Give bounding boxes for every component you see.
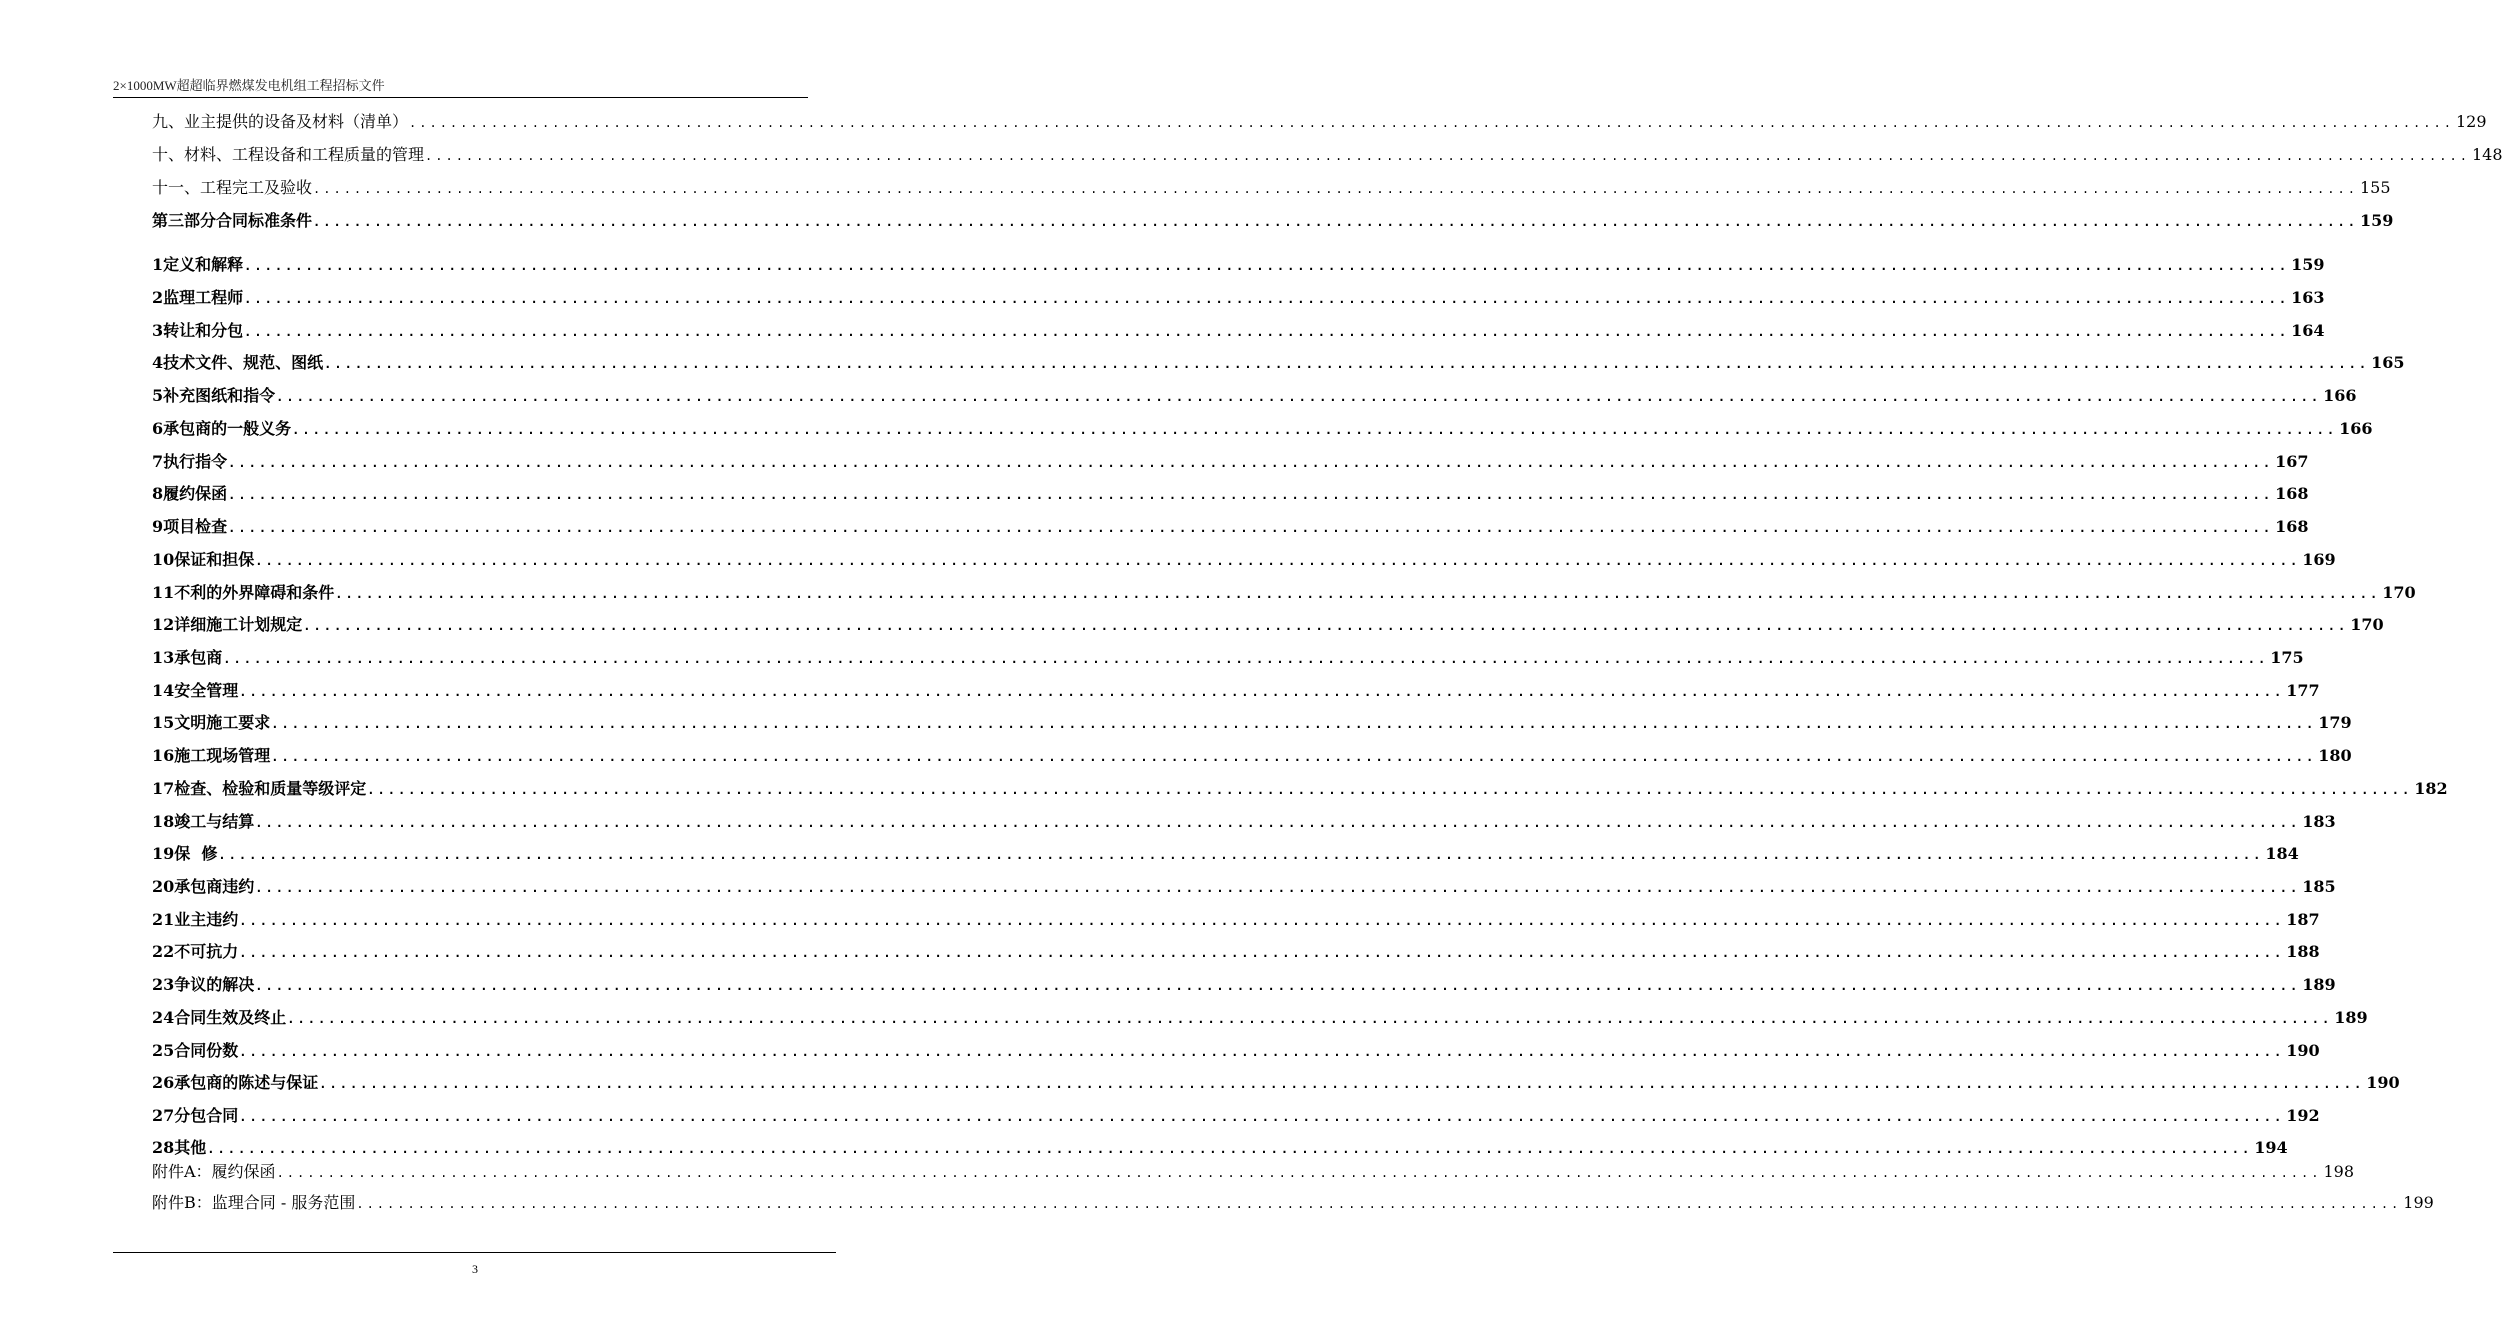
toc-entry-page: 159 — [2359, 211, 2394, 230]
toc-entry-number: 3 — [152, 321, 164, 340]
toc-entry-number: 22 — [152, 942, 175, 961]
toc-entry[interactable] — [152, 482, 2309, 506]
toc-entry-page: 182 — [2414, 779, 2448, 798]
toc-entry-title: 文明施工要求 — [174, 713, 271, 732]
toc-entry-title: 承包商违约 — [174, 877, 255, 896]
toc-entry-page: 179 — [2318, 713, 2352, 732]
toc-dot-leader: ........................................................................................................................................................................................................ — [255, 816, 2301, 830]
toc-entry-number: 25 — [152, 1041, 175, 1060]
toc-entry-number: 23 — [152, 975, 175, 994]
toc-entry-page: 183 — [2302, 812, 2336, 831]
toc-entry-page: 177 — [2286, 681, 2320, 700]
toc-entry-number: 15 — [152, 713, 175, 732]
toc-dot-leader: ........................................................................................................................................................................................................ — [207, 1142, 2253, 1156]
toc-entry-title: 业主提供的设备及材料（清单） — [184, 112, 409, 131]
toc-entry-number: 24 — [152, 1008, 175, 1027]
toc-entry-number: 9 — [152, 517, 164, 536]
toc-entry-page: 165 — [2371, 353, 2405, 372]
toc-entry[interactable] — [152, 744, 2352, 768]
toc-entry[interactable] — [152, 417, 2373, 441]
toc-entry[interactable] — [152, 613, 2384, 637]
toc-dot-leader: ........................................................................................................................................................................................................ — [409, 116, 2454, 130]
toc-entry[interactable] — [152, 450, 2309, 474]
toc-entry-title: 执行指令 — [163, 452, 228, 471]
toc-dot-leader: ........................................................................................................................................................................................................ — [335, 587, 2381, 601]
toc-entry[interactable] — [152, 1071, 2400, 1095]
toc-entry-page: 155 — [2359, 178, 2391, 197]
toc-dot-leader: ........................................................................................................................................................................................................ — [239, 914, 2285, 928]
toc-entry-title: 项目检查 — [163, 517, 228, 536]
toc-dot-leader: ........................................................................................................................................................................................................ — [218, 848, 2264, 862]
toc-entry-number: 14 — [152, 681, 175, 700]
toc-entry[interactable] — [152, 646, 2304, 670]
toc-entry-page: 198 — [2323, 1162, 2355, 1181]
toc-dot-leader: ........................................................................................................................................................................................................ — [239, 946, 2285, 960]
toc-dot-leader: ........................................................................................................................................................................................................ — [228, 521, 2274, 535]
toc-entry-title: 附件A：履约保函 — [152, 1162, 276, 1181]
toc-entry[interactable] — [152, 940, 2320, 964]
toc-entry-page: 159 — [2291, 255, 2325, 274]
toc-entry[interactable] — [152, 581, 2416, 605]
toc-dot-leader: ........................................................................................................................................................................................................ — [425, 149, 2470, 163]
toc-entry[interactable] — [152, 679, 2320, 703]
toc-entry-title: 详细施工计划规定 — [174, 615, 303, 634]
toc-entry-page: 164 — [2291, 321, 2325, 340]
toc-dot-leader: ........................................................................................................................................................................................................ — [228, 488, 2274, 502]
toc-entry-number: 20 — [152, 877, 175, 896]
toc-entry[interactable] — [152, 384, 2357, 408]
toc-entry-page: 170 — [2350, 615, 2384, 634]
toc-entry-page: 169 — [2302, 550, 2336, 569]
toc-entry-title: 安全管理 — [174, 681, 239, 700]
toc-dot-leader: ........................................................................................................................................................................................................ — [292, 423, 2338, 437]
toc-entry-number: 九、 — [152, 112, 185, 131]
toc-entry[interactable] — [152, 908, 2320, 932]
toc-entry-number: 27 — [152, 1106, 175, 1125]
toc-entry-number: 26 — [152, 1073, 175, 1092]
toc-entry-number: 18 — [152, 812, 175, 831]
toc-entry[interactable] — [152, 1006, 2368, 1030]
toc-entry-page: 168 — [2275, 484, 2309, 503]
toc-entry-number: 十一、 — [152, 178, 201, 197]
footer-divider — [113, 1252, 836, 1253]
toc-entry-number: 19 — [152, 844, 175, 863]
toc-entry[interactable] — [152, 515, 2309, 539]
toc-entry-title: 不可抗力 — [174, 942, 239, 961]
toc-entry[interactable] — [152, 842, 2299, 866]
toc-entry[interactable] — [152, 286, 2325, 310]
toc-entry-title: 转让和分包 — [163, 321, 244, 340]
toc-entry[interactable] — [152, 1104, 2320, 1128]
toc-entry-number: 17 — [152, 779, 175, 798]
toc-entry-title: 不利的外界障碍和条件 — [174, 583, 335, 602]
toc-entry[interactable] — [152, 875, 2336, 899]
toc-dot-leader: ........................................................................................................................................................................................................ — [239, 685, 2285, 699]
toc-entry-number: 第三部分 — [152, 211, 217, 230]
toc-entry[interactable] — [152, 1136, 2288, 1160]
toc-entry-page: 187 — [2286, 910, 2320, 929]
toc-entry-page: 129 — [2455, 112, 2487, 131]
toc-entry-page: 189 — [2302, 975, 2336, 994]
toc-dot-leader: ........................................................................................................................................................................................................ — [255, 979, 2301, 993]
toc-dot-leader: ........................................................................................................................................................................................................ — [276, 390, 2322, 404]
toc-entry-title: 技术文件、规范、图纸 — [163, 353, 324, 372]
toc-entry-title: 施工现场管理 — [174, 746, 271, 765]
toc-entry-page: 185 — [2302, 877, 2336, 896]
toc-dot-leader: ........................................................................................................................................................................................................ — [271, 750, 2317, 764]
toc-entry-title: 承包商的一般义务 — [163, 419, 292, 438]
toc-entry-number: 16 — [152, 746, 175, 765]
toc-entry-number: 28 — [152, 1138, 175, 1157]
toc-entry[interactable] — [152, 810, 2336, 834]
toc-entry-title: 定义和解释 — [163, 255, 244, 274]
toc-entry-title: 附件B：监理合同 - 服务范围 — [152, 1193, 356, 1212]
toc-entry-title: 业主违约 — [174, 910, 239, 929]
toc-dot-leader: ........................................................................................................................................................................................................ — [244, 259, 2290, 273]
toc-entry-page: 192 — [2286, 1106, 2320, 1125]
toc-entry-title: 材料、工程设备和工程质量的管理 — [184, 145, 425, 164]
toc-entry-page: 166 — [2339, 419, 2373, 438]
toc-entry[interactable] — [152, 319, 2325, 343]
toc-dot-leader: ........................................................................................................................................................................................................ — [287, 1012, 2333, 1026]
toc-dot-leader: ........................................................................................................................................................................................................ — [244, 325, 2290, 339]
toc-entry-number: 7 — [152, 452, 164, 471]
toc-entry-page: 170 — [2382, 583, 2416, 602]
toc-entry-title: 合同标准条件 — [216, 211, 313, 230]
toc-dot-leader: ........................................................................................................................................................................................................ — [271, 717, 2317, 731]
toc-dot-leader: ........................................................................................................................................................................................................ — [239, 1045, 2285, 1059]
toc-dot-leader: ........................................................................................................................................................................................................ — [244, 292, 2290, 306]
toc-entry-title: 监理工程师 — [163, 288, 244, 307]
toc-dot-leader: ........................................................................................................................................................................................................ — [276, 1166, 2322, 1180]
toc-dot-leader: ........................................................................................................................................................................................................ — [324, 357, 2370, 371]
toc-entry[interactable] — [152, 548, 2336, 572]
toc-entry-page: 190 — [2286, 1041, 2320, 1060]
header-title: 2×1000MW超超临界燃煤发电机组工程招标文件 — [113, 78, 385, 93]
toc-dot-leader: ........................................................................................................................................................................................................ — [303, 619, 2349, 633]
toc-entry-number: 1 — [152, 255, 164, 274]
toc-dot-leader: ........................................................................................................................................................................................................ — [356, 1197, 2402, 1211]
toc-entry-page: 180 — [2318, 746, 2352, 765]
toc-entry-page: 167 — [2275, 452, 2309, 471]
toc-entry-page: 163 — [2291, 288, 2325, 307]
toc-entry-page: 199 — [2403, 1193, 2434, 1212]
toc-entry-title: 其他 — [174, 1138, 207, 1157]
toc-entry[interactable] — [152, 1160, 2355, 1184]
toc-entry-title: 承包商的陈述与保证 — [174, 1073, 319, 1092]
toc-entry[interactable] — [152, 351, 2405, 375]
toc-dot-leader: ........................................................................................................................................................................................................ — [239, 1110, 2285, 1124]
document-header — [113, 77, 808, 98]
toc-entry-page: 166 — [2323, 386, 2357, 405]
toc-entry-title: 履约保函 — [163, 484, 228, 503]
toc-entry-title: 检查、检验和质量等级评定 — [174, 779, 367, 798]
toc-entry-number: 8 — [152, 484, 164, 503]
toc-entry[interactable] — [152, 1191, 2434, 1215]
toc-entry-page: 189 — [2334, 1008, 2368, 1027]
toc-entry-number: 21 — [152, 910, 175, 929]
toc-entry-page: 194 — [2254, 1138, 2288, 1157]
toc-entry-number: 2 — [152, 288, 164, 307]
toc-entry-title: 保证和担保 — [174, 550, 255, 569]
toc-dot-leader: ........................................................................................................................................................................................................ — [319, 1077, 2365, 1091]
toc-entry-number: 12 — [152, 615, 175, 634]
toc-entry-page: 175 — [2270, 648, 2304, 667]
toc-entry-number: 4 — [152, 353, 164, 372]
toc-entry[interactable] — [152, 1039, 2320, 1063]
toc-entry-page: 190 — [2366, 1073, 2400, 1092]
toc-entry-number: 11 — [152, 583, 175, 602]
toc-entry-title: 争议的解决 — [174, 975, 255, 994]
toc-dot-leader: ........................................................................................................................................................................................................ — [228, 456, 2274, 470]
toc-dot-leader: ........................................................................................................................................................................................................ — [223, 652, 2269, 666]
page-number: 3 — [472, 1262, 478, 1276]
toc-entry[interactable] — [152, 176, 2391, 200]
toc-entry-title: 竣工与结算 — [174, 812, 255, 831]
toc-entry-title: 分包合同 — [174, 1106, 239, 1125]
toc-entry[interactable] — [152, 253, 2325, 277]
toc-dot-leader: ........................................................................................................................................................................................................ — [255, 881, 2301, 895]
toc-entry-title: 保 修 — [174, 844, 218, 863]
toc-entry-page: 168 — [2275, 517, 2309, 536]
toc-entry[interactable] — [152, 209, 2394, 233]
toc-entry-page: 148 — [2471, 145, 2503, 164]
toc-entry-number: 10 — [152, 550, 175, 569]
toc-dot-leader: ........................................................................................................................................................................................................ — [313, 215, 2358, 229]
toc-entry[interactable] — [152, 110, 2487, 134]
toc-entry-title: 承包商 — [174, 648, 223, 667]
toc-entry[interactable] — [152, 777, 2448, 801]
toc-entry-number: 13 — [152, 648, 175, 667]
toc-entry[interactable] — [152, 711, 2352, 735]
toc-entry-title: 补充图纸和指令 — [163, 386, 276, 405]
toc-entry-page: 184 — [2265, 844, 2299, 863]
toc-dot-leader: ........................................................................................................................................................................................................ — [313, 182, 2358, 196]
toc-entry-page: 188 — [2286, 942, 2320, 961]
toc-entry-title: 合同生效及终止 — [174, 1008, 287, 1027]
toc-entry-number: 十、 — [152, 145, 185, 164]
toc-entry-title: 合同份数 — [174, 1041, 239, 1060]
toc-entry[interactable] — [152, 143, 2503, 167]
toc-entry[interactable] — [152, 973, 2336, 997]
toc-dot-leader: ........................................................................................................................................................................................................ — [367, 783, 2413, 797]
toc-dot-leader: ........................................................................................................................................................................................................ — [255, 554, 2301, 568]
toc-entry-title: 工程完工及验收 — [200, 178, 313, 197]
toc-entry-number: 6 — [152, 419, 164, 438]
toc-entry-number: 5 — [152, 386, 164, 405]
